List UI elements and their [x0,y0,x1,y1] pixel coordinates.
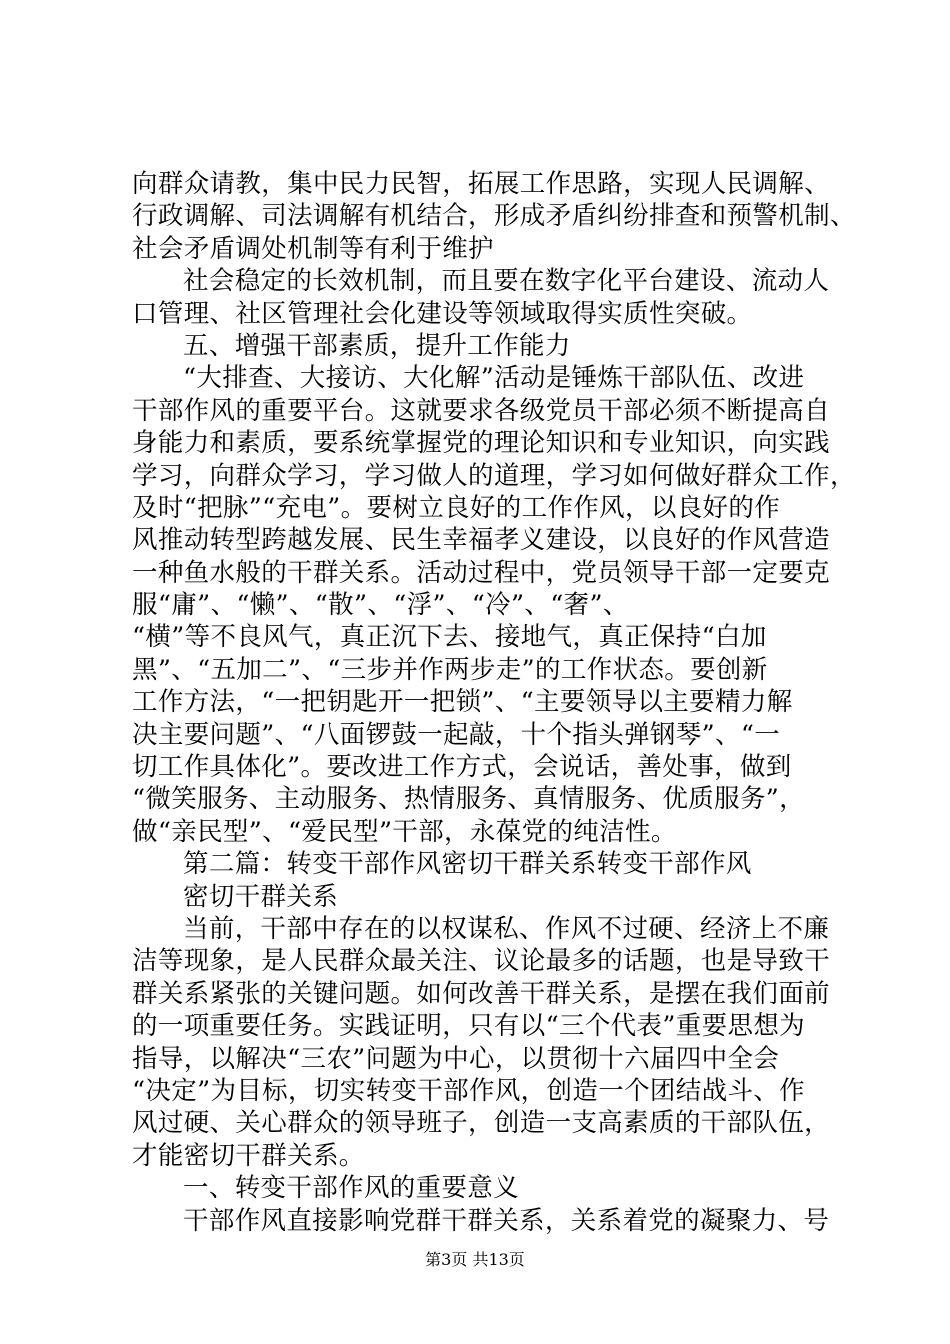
page-number-footer: 第3页 共13页 [425,1250,525,1269]
text-line: 社会矛盾调处机制等有利于维护 [132,233,494,264]
text-line: 身能力和素质，要系统掌握党的理论知识和专业知识，向实践 [132,428,830,459]
text-line: 一、转变干部作风的重要意义 [183,1173,520,1204]
body-text [132,168,856,1237]
text-line: “大排查、大接访、大化解”活动是锤炼干部队伍、改进 [183,363,805,394]
text-line: “微笑服务、主动服务、热情服务、真情服务、优质服务”， [132,784,806,815]
text-line: 口管理、社区管理社会化建设等领域取得实质性突破。 [132,298,753,329]
text-line: 第二篇：转变干部作风密切干群关系转变干部作风 [183,849,752,880]
text-line: 洁等现象，是人民群众最关注、议论最多的话题，也是导致干 [132,946,830,977]
text-line: “横”等不良风气，真正沉下去、接地气，真正保持“白加 [132,622,767,653]
text-line: 学习，向群众学习，学习做人的道理，学习如何做好群众工作， [132,460,856,491]
text-line: 做“亲民型”、“爱民型”干部，永葆党的纯洁性。 [132,816,677,847]
text-line: 服“庸”、“懒”、“散”、“浮”、“冷”、“奢”、 [132,590,629,621]
text-line: 工作方法，“一把钥匙开一把锁”、“主要领导以主要精力解 [132,687,793,718]
text-line: 密切干群关系 [183,881,339,912]
text-line: 及时“把脉”“充电”。要树立良好的工作作风，以良好的作 [132,492,781,523]
text-line: 群关系紧张的关键问题。如何改善干群关系，是摆在我们面前 [132,978,830,1009]
text-line: 干部作风的重要平台。这就要求各级党员干部必须不断提高自 [132,395,830,426]
text-line: 决主要问题”、“八面锣鼓一起敲，十个指头弹钢琴”、“一 [132,719,781,750]
text-line: 当前，干部中存在的以权谋私、作风不过硬、经济上不廉 [183,913,830,944]
text-line: 风推动转型跨越发展、民生幸福孝义建设，以良好的作风营造 [132,525,830,556]
text-line: 才能密切干群关系。 [132,1140,365,1171]
text-line: 行政调解、司法调解有机结合，形成矛盾纠纷排查和预警机制、 [132,201,856,232]
text-line: “决定”为目标，切实转变干部作风，创造一个团结战斗、作 [132,1075,806,1106]
text-line: 向群众请教，集中民力民智，拓展工作思路，实现人民调解、 [132,169,830,199]
text-line: 的一项重要任务。实践证明，只有以“三个代表”重要思想为 [132,1011,806,1042]
text-line: 五、增强干部素质，提升工作能力 [183,330,571,361]
text-line: 黑”、“五加二”、“三步并作两步走”的工作状态。要创新 [132,654,768,685]
text-line: 一种鱼水般的干群关系。活动过程中，党员领导干部一定要克 [132,557,830,588]
text-line: 风过硬、关心群众的领导班子，创造一支高素质的干部队伍， [132,1108,830,1139]
text-line: 干部作风直接影响党群干群关系，关系着党的凝聚力、号 [183,1205,830,1236]
text-line: 社会稳定的长效机制，而且要在数字化平台建设、流动人 [183,266,830,297]
text-line: 指导，以解决“三农”问题为中心，以贯彻十六届四中全会 [132,1043,780,1074]
text-line: 切工作具体化”。要改进工作方式，会说话，善处事，做到 [132,752,792,783]
